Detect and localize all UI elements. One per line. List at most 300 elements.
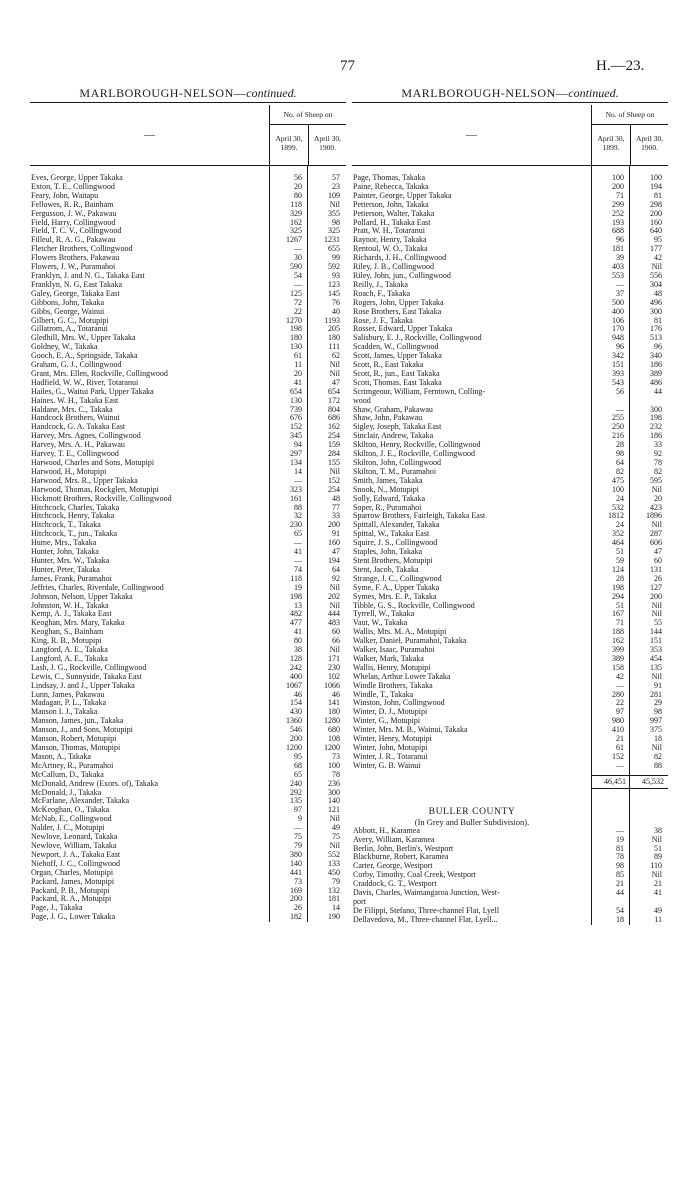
sheep-1899: 543 xyxy=(612,377,624,387)
district-total xyxy=(592,775,668,789)
sheep-1900: Nil xyxy=(329,645,340,655)
sheep-1900 xyxy=(630,898,668,907)
sheep-1900: 141 xyxy=(328,698,340,708)
sheep-1900: 88 xyxy=(654,760,662,770)
sheep-1899: 546 xyxy=(290,725,302,735)
sheep-1899: 24 xyxy=(616,493,624,503)
buller-county-heading xyxy=(352,807,592,827)
sheep-1900: Nil xyxy=(651,870,662,880)
sheep-1900: 102 xyxy=(328,671,340,681)
sheep-1899: 61 xyxy=(294,351,302,361)
owner-name: Lash, J. G., Rockville, Collingwood xyxy=(31,663,147,672)
sheep-1899: 19 xyxy=(616,834,624,844)
sheep-1899: 181 xyxy=(612,244,624,254)
left-year-1899-header: April 30, 1899. xyxy=(275,134,303,152)
sheep-1899: 80 xyxy=(294,190,302,200)
owner-name: Solly, Edward, Takaka xyxy=(353,494,426,503)
sheep-1900: 444 xyxy=(328,609,340,619)
owner-name: Corby, Timothy, Coal Creek, Westport xyxy=(353,871,476,880)
sheep-1900: 48 xyxy=(332,493,340,503)
sheep-1900: 47 xyxy=(332,547,340,557)
sheep-1900: 180 xyxy=(328,707,340,717)
sheep-1900: 73 xyxy=(332,751,340,761)
sheep-1899: 54 xyxy=(616,905,624,915)
owner-name: Craddock, G. T., Westport xyxy=(353,880,437,889)
owner-name: Roach, F., Takaka xyxy=(353,289,411,298)
sheep-1900: 145 xyxy=(328,288,340,298)
owner-name: Hitchcock, T., Takaka xyxy=(31,521,101,530)
owner-name: Flowers Brothers, Pakawau xyxy=(31,254,120,263)
sheep-1900: 46 xyxy=(332,689,340,699)
sheep-1899: — xyxy=(616,404,624,414)
owner-name: Sigley, Joseph, Takaka East xyxy=(353,423,442,432)
owner-name: Windle, T., Takaka xyxy=(353,690,414,699)
sheep-1900: 20 xyxy=(654,493,662,503)
owner-name: Rosser, Edward, Upper Takaka xyxy=(353,325,453,334)
right-table-header xyxy=(352,105,668,166)
sheep-1900: Nil xyxy=(651,484,662,494)
sheep-1900: 254 xyxy=(328,484,340,494)
sheep-1899: 41 xyxy=(294,547,302,557)
owner-name: Filleul, R. A. G., Pakawau xyxy=(31,236,116,245)
document-reference: H.—23. xyxy=(596,58,645,74)
sheep-1900: 95 xyxy=(654,235,662,245)
sheep-1900: 655 xyxy=(328,244,340,254)
owner-name: Jeffries, Charles, Riverdale, Collingwood xyxy=(31,583,164,592)
owner-name: Hitchcock, T., jun., Takaka xyxy=(31,530,118,539)
sheep-1900: Nil xyxy=(651,743,662,752)
sheep-1900: 389 xyxy=(650,368,662,378)
sheep-1899: 32 xyxy=(294,511,302,521)
sheep-1899: 297 xyxy=(290,449,302,459)
owner-name: Packard, James, Motupipi xyxy=(31,877,115,886)
sheep-1899: 128 xyxy=(290,653,302,663)
sheep-1900: 1231 xyxy=(324,235,340,245)
sheep-1899: 198 xyxy=(612,582,624,592)
owner-name: Pratt, W. H., Totaranui xyxy=(353,227,425,236)
sheep-1899: 79 xyxy=(294,840,302,850)
sheep-1900: 513 xyxy=(650,333,662,343)
sheep-1900: 198 xyxy=(650,413,662,423)
sheep-1900: 96 xyxy=(654,342,662,352)
owner-name: Langford, A. E., Takaka xyxy=(31,646,108,655)
sheep-1900: 236 xyxy=(328,778,340,788)
sheep-1899: 19 xyxy=(294,582,302,592)
sheep-1900: 496 xyxy=(650,297,662,307)
right-heading-main: MARLBOROUGH-NELSON— xyxy=(401,86,569,100)
sheep-1900: 99 xyxy=(332,253,340,263)
sheep-1900: 423 xyxy=(650,502,662,512)
right-name-header: — xyxy=(352,105,592,165)
owner-name: Organ, Charles, Motupipi xyxy=(31,868,114,877)
sheep-1899: 20 xyxy=(294,181,302,191)
sheep-1900: 33 xyxy=(654,440,662,450)
sheep-1899: 167 xyxy=(612,609,624,619)
owner-name: Exton, T. E., Collingwood xyxy=(31,182,115,191)
sheep-1900: 144 xyxy=(650,627,662,637)
sheep-1900: 450 xyxy=(328,867,340,877)
sheep-1900: 194 xyxy=(650,181,662,191)
owner-name: McDonald, Andrew (Exors. of), Takaka xyxy=(31,779,159,788)
owner-name: Newlove, Leonard, Takaka xyxy=(31,833,118,842)
owner-name: Skilton, J. E., Rockville, Collingwood xyxy=(353,450,476,459)
owner-name: McKeoghan, O., Takaka xyxy=(31,806,110,815)
sheep-1899: 151 xyxy=(612,360,624,370)
owner-name: Hailes, G., Waitui Park, Upper Takaka xyxy=(31,387,154,396)
sheep-1900: Nil xyxy=(329,466,340,476)
sheep-1899: 389 xyxy=(612,653,624,663)
owner-name: Harvey, T. E., Collingwood xyxy=(31,450,119,459)
owner-name: Lewis, C., Sunnyside, Takaka East xyxy=(31,672,142,681)
sheep-1899: 399 xyxy=(612,645,624,655)
sheep-1899: 41 xyxy=(294,627,302,637)
sheep-1900: 26 xyxy=(654,573,662,583)
sheep-1900: 48 xyxy=(654,288,662,298)
owner-name: Gilbert, G. C., Motupipi xyxy=(31,316,109,325)
sheep-1899: 28 xyxy=(616,440,624,450)
sheep-1900: 33 xyxy=(332,511,340,521)
sheep-1899: 688 xyxy=(612,226,624,236)
owner-name: Harvey, Mrs. Agnes, Collingwood xyxy=(31,432,141,441)
owner-name: Mason, A., Takaka xyxy=(31,752,91,761)
sheep-1900: 64 xyxy=(332,564,340,574)
sheep-1899: 130 xyxy=(290,342,302,352)
sheep-1900: Nil xyxy=(651,262,662,272)
owner-name: Squire, J. S., Collingwood xyxy=(353,539,438,548)
sheep-1899: 78 xyxy=(616,852,624,862)
sheep-1900: 51 xyxy=(654,843,662,853)
sheep-1900: 91 xyxy=(332,529,340,539)
sheep-1899: 100 xyxy=(612,173,624,182)
sheep-1899: 22 xyxy=(616,698,624,708)
sheep-1900: 57 xyxy=(332,173,340,182)
owner-name: Avery, William, Karamea xyxy=(353,835,435,844)
page-number: 77 xyxy=(340,58,355,74)
sheep-1899: 98 xyxy=(616,861,624,871)
sheep-1899: 65 xyxy=(294,769,302,779)
left-column xyxy=(30,85,346,922)
right-sheep-header: No. of Sheep on xyxy=(592,105,668,125)
owner-name: Harwood, Mrs. R., Upper Takaka xyxy=(31,476,138,485)
sheep-1899: 980 xyxy=(612,716,624,726)
sheep-1900: 100 xyxy=(328,760,340,770)
sheep-1900: 325 xyxy=(328,226,340,236)
sheep-1900: 172 xyxy=(328,395,340,405)
owner-name: Flowers, J. W., Puramahoi xyxy=(31,263,116,272)
sheep-1899: 1067 xyxy=(286,680,302,690)
sheep-1900: 49 xyxy=(654,905,662,915)
sheep-1899: 294 xyxy=(612,591,624,601)
county-subtitle: (In Grey and Buller Subdivision). xyxy=(414,816,530,827)
sheep-1900: 287 xyxy=(650,529,662,539)
owner-name: Shaw, Graham, Pakawau xyxy=(353,405,433,414)
sheep-1899: 44 xyxy=(616,888,624,898)
owner-name: Wallis, Henry, Motupipi xyxy=(353,663,431,672)
owner-name: Harwood, Thomas, Rockglen, Motupipi xyxy=(31,485,159,494)
sheep-1900: 66 xyxy=(332,636,340,646)
sheep-1900: Nil xyxy=(329,600,340,610)
owner-name: Riley, J. B., Collingwood xyxy=(353,263,435,272)
owner-name: Windle Brothers, Takaka xyxy=(353,681,433,690)
sheep-1900: Nil xyxy=(651,520,662,530)
sheep-1899: 182 xyxy=(290,912,302,922)
sheep-1900: 686 xyxy=(328,413,340,423)
sheep-1899: 400 xyxy=(612,306,624,316)
owner-name: Snook, N., Motupipi xyxy=(353,485,420,494)
sheep-1899: 18 xyxy=(616,914,624,924)
owner-name: Gillatrom, A., Totaranui xyxy=(31,325,108,334)
owner-name: Hadfield, W. W., River, Totaranui xyxy=(31,378,139,387)
sheep-1900: 92 xyxy=(332,573,340,583)
sheep-1900: 177 xyxy=(650,244,662,254)
sheep-1900: 14 xyxy=(332,903,340,913)
sheep-1899: 393 xyxy=(612,368,624,378)
owner-name: Berlin, John, Berlin's, Westport xyxy=(353,844,454,853)
sheep-1900: 300 xyxy=(328,787,340,797)
sheep-1899: 162 xyxy=(612,636,624,646)
total-1900: 45,532 xyxy=(642,776,664,786)
sheep-1900: 284 xyxy=(328,449,340,459)
owner-name: Tyrrell, W., Takaka xyxy=(353,610,415,619)
sheep-1900: 75 xyxy=(332,832,340,842)
sheep-1899: 200 xyxy=(290,734,302,744)
owner-name: King, R. B., Motupipi xyxy=(31,637,102,646)
owner-name: McDonald, J., Takaka xyxy=(31,788,102,797)
sheep-1899: 242 xyxy=(290,662,302,672)
owner-name: wood xyxy=(353,396,371,405)
owner-name: Field, Harry, Collingwood xyxy=(31,218,116,227)
sheep-1900: Nil xyxy=(329,814,340,824)
owner-name: McArtney, R., Puramahoi xyxy=(31,761,114,770)
sheep-1899: 56 xyxy=(616,386,624,396)
owner-name: Handcock, G. A. Takaka East xyxy=(31,423,126,432)
sheep-1899: 152 xyxy=(290,422,302,432)
left-sheep-header: No. of Sheep on xyxy=(270,105,346,125)
sheep-1899: 676 xyxy=(290,413,302,423)
sheep-1899: 74 xyxy=(294,564,302,574)
sheep-1900: 556 xyxy=(650,270,662,280)
owner-name: Page, J., Takaka xyxy=(31,904,83,913)
left-year-1900-header: April 30, 1900. xyxy=(308,125,346,165)
owner-name: Skilton, Henry, Rockville, Collingwood xyxy=(353,441,481,450)
owner-name: Carter, George, Westport xyxy=(353,862,433,871)
sheep-1900: 135 xyxy=(650,662,662,672)
owner-name: Rentoul, W. O., Takaka xyxy=(353,245,428,254)
sheep-1899: 80 xyxy=(294,636,302,646)
sheep-1899: 64 xyxy=(616,458,624,467)
sheep-1900: 42 xyxy=(654,253,662,263)
owner-name: Packard, P. B., Motupipi xyxy=(31,886,110,895)
left-heading-continued: continued. xyxy=(246,86,297,100)
sheep-1899: 41 xyxy=(294,377,302,387)
owner-name: Grant, Mrs. Ellen, Rockville, Collingwood xyxy=(31,369,168,378)
sheep-1899: 200 xyxy=(290,894,302,904)
sheep-1899: 68 xyxy=(294,760,302,770)
sheep-1899: 81 xyxy=(616,843,624,853)
sheep-1899: 1812 xyxy=(608,511,624,521)
owner-name: Sinclair, Andrew, Takaka xyxy=(353,432,434,441)
sheep-1899: 14 xyxy=(294,466,302,476)
owner-name: Stent, Jacob, Takaka xyxy=(353,565,419,574)
owner-name: Madagan, P. L., Takaka xyxy=(31,699,107,708)
sheep-1900: 111 xyxy=(328,342,340,352)
owner-name: Whelan, Arthur Lower Takaka xyxy=(353,672,451,681)
sheep-1900: 300 xyxy=(650,404,662,414)
sheep-1899: 65 xyxy=(294,529,302,539)
sheep-1899: 26 xyxy=(294,903,302,913)
sheep-1900: Nil xyxy=(651,671,662,681)
owner-name: Franklyn, J. and N. G., Takaka East xyxy=(31,271,145,280)
sheep-1899: 124 xyxy=(612,564,624,574)
sheep-1899: 380 xyxy=(290,849,302,859)
sheep-1900: 123 xyxy=(328,279,340,289)
sheep-1899: 475 xyxy=(612,475,624,485)
sheep-1900: 254 xyxy=(328,431,340,441)
owner-name: Walker, Mark, Takaka xyxy=(353,654,424,663)
owner-name: Scott, R., East Takaka xyxy=(353,361,424,370)
sheep-1899: 22 xyxy=(294,306,302,316)
owner-name: Painter, George, Upper Takaka xyxy=(353,191,452,200)
owner-name: Davis, Charles, Waimangaroa Junction, West- xyxy=(353,889,500,898)
sheep-1899: 410 xyxy=(612,725,624,735)
owner-name: Haldane, Mrs. C., Takaka xyxy=(31,405,113,414)
right-heading-continued: continued. xyxy=(568,86,619,100)
sheep-1900: 205 xyxy=(328,324,340,334)
sheep-1899: 135 xyxy=(290,796,302,806)
sheep-1899: 125 xyxy=(290,288,302,298)
sheep-1900: 200 xyxy=(650,591,662,601)
sheep-1900: 190 xyxy=(328,912,340,922)
sheep-1900: 121 xyxy=(328,805,340,815)
sheep-1900: 131 xyxy=(650,564,662,574)
county-title: BULLER COUNTY xyxy=(428,806,516,817)
sheep-1900: 483 xyxy=(328,618,340,628)
sheep-1899: 37 xyxy=(616,288,624,298)
owner-name: Page, Thomas, Takaka xyxy=(353,174,426,182)
sheep-1899: — xyxy=(294,555,302,565)
sheep-1900: 159 xyxy=(328,440,340,450)
owner-name: Petterson, Walter, Takaka xyxy=(353,209,435,218)
owner-name: Scadden, W., Collingwood xyxy=(353,343,439,352)
sheep-1900: 654 xyxy=(328,386,340,396)
sheep-1900: Nil xyxy=(329,368,340,378)
sheep-1899: 21 xyxy=(616,734,624,744)
owner-name: Packard, R. A., Motupipi xyxy=(31,895,112,904)
sheep-1899 xyxy=(592,898,630,907)
owner-name: Smith, James, Takaka xyxy=(353,476,423,485)
owner-name: Dellavedova, M., Three-channel Flat, Lyell... xyxy=(353,915,498,924)
sheep-1900: 98 xyxy=(332,217,340,227)
sheep-1899: — xyxy=(616,279,624,289)
sheep-1899: — xyxy=(294,823,302,833)
owner-name: Gibbons, John, Takaka xyxy=(31,298,105,307)
sheep-1899: 188 xyxy=(612,627,624,637)
owner-name: Manson, J., and Sons, Motupipi xyxy=(31,726,133,735)
owner-name: Newport, J. A., Takaka East xyxy=(31,850,121,859)
owner-name: Pollard, H., Takaka East xyxy=(353,218,431,227)
sheep-1900: 29 xyxy=(654,698,662,708)
owner-name: Scott, James, Upper Takaka xyxy=(353,352,442,361)
owner-name: Vaut, W., Takaka xyxy=(353,619,408,628)
owner-name: Tibble, G. S., Rockville, Collingwood xyxy=(353,601,475,610)
right-table-body xyxy=(352,166,668,925)
owner-name: Gledhill, Mrs. W., Upper Takaka xyxy=(31,334,136,343)
sheep-1899: — xyxy=(294,475,302,485)
sheep-1900: 375 xyxy=(650,725,662,735)
owner-name: Abbott, H., Karamea xyxy=(353,826,420,835)
sheep-1900: 1280 xyxy=(324,716,340,726)
sheep-1900: 47 xyxy=(654,547,662,557)
sheep-1899: — xyxy=(294,538,302,548)
sheep-1899: 280 xyxy=(612,689,624,699)
total-1899: 46,451 xyxy=(604,776,626,786)
sheep-1900: 300 xyxy=(650,306,662,316)
sheep-1900: 355 xyxy=(328,208,340,218)
owner-name: Winter, G., Motupipi xyxy=(353,717,421,726)
sheep-1900: 1066 xyxy=(324,680,340,690)
owner-name: Hunter, John, Takaka xyxy=(31,548,99,557)
owner-name: Winter, D. J., Motupipi xyxy=(353,708,428,717)
sheep-1899: 72 xyxy=(294,297,302,307)
sheep-1900: 77 xyxy=(332,502,340,512)
sheep-1900: 804 xyxy=(328,404,340,414)
sheep-1899: 158 xyxy=(612,662,624,672)
sheep-1899: 85 xyxy=(616,870,624,880)
owner-name: Winter, J. R., Totaranui xyxy=(353,752,428,761)
sheep-1899: 1200 xyxy=(286,743,302,752)
owner-name: Keoghan, S., Bainham xyxy=(31,628,104,637)
sheep-1899: 73 xyxy=(294,876,302,886)
sheep-1900: 595 xyxy=(650,475,662,485)
owner-name: McFarlane, Alexander, Takaka xyxy=(31,797,130,806)
owner-name: Richards, J. H., Collingwood xyxy=(353,254,447,263)
owner-name: Fellowes, R. R., Bainham xyxy=(31,200,114,209)
sheep-1899: — xyxy=(616,825,624,835)
sheep-1899: 250 xyxy=(612,422,624,432)
sheep-1899: 51 xyxy=(616,547,624,557)
owner-name: Spittal, W., Takaka East xyxy=(353,530,430,539)
sheep-1900: Nil xyxy=(651,834,662,844)
left-heading-main: MARLBOROUGH-NELSON— xyxy=(79,86,247,100)
sheep-1899: 54 xyxy=(294,270,302,280)
sheep-1900: 93 xyxy=(332,270,340,280)
owner-name: Harwood, Charles and Sons, Motupipi xyxy=(31,459,155,467)
sheep-1899: 13 xyxy=(294,600,302,610)
sheep-1899: 739 xyxy=(290,404,302,414)
sheep-1899: 170 xyxy=(612,324,624,334)
sheep-1900: Nil xyxy=(329,840,340,850)
sheep-1899: 61 xyxy=(616,743,624,752)
sheep-1900: 78 xyxy=(654,458,662,467)
sheep-1900: 304 xyxy=(650,279,662,289)
sheep-1899: 39 xyxy=(616,253,624,263)
sheep-1900 xyxy=(630,397,668,406)
owner-name: Scrimgeour, William, Ferntown, Colling- xyxy=(353,387,486,396)
sheep-1900: 18 xyxy=(654,734,662,744)
sheep-1899: 9 xyxy=(298,814,302,824)
owner-name: Riley, John, jun., Collingwood xyxy=(353,271,451,280)
sheep-1900: 132 xyxy=(328,885,340,895)
sheep-1900: 151 xyxy=(650,636,662,646)
sheep-1899: 292 xyxy=(290,787,302,797)
sheep-1899: 30 xyxy=(294,253,302,263)
sheep-1899: 97 xyxy=(294,805,302,815)
owner-name: Gooch, E. A., Springside, Takaka xyxy=(31,352,138,361)
owner-name: Hickmott Brothers, Rockville, Collingwood xyxy=(31,494,172,503)
owner-name: Scott, R., jun., East Takaka xyxy=(353,369,440,378)
sheep-1900: 486 xyxy=(650,377,662,387)
sheep-1900: 186 xyxy=(650,360,662,370)
